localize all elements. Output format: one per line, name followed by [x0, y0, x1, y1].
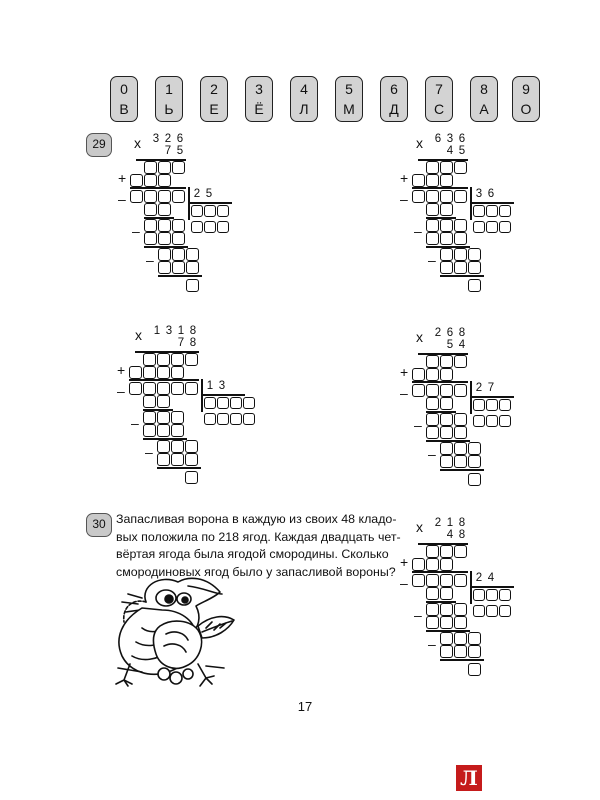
answer-box: [454, 355, 467, 368]
answer-box: [143, 411, 156, 424]
answer-box: [171, 411, 184, 424]
key-cell-9: 9 О: [512, 76, 540, 122]
answer-box: [426, 174, 439, 187]
step-line: [440, 469, 484, 471]
multiplicand-digit: 3: [446, 133, 454, 145]
divisor-digit: 4: [487, 572, 495, 584]
plus-sign: +: [117, 362, 126, 378]
multiplicand-digit: 2: [434, 517, 442, 529]
task-number-badge: 29: [86, 133, 112, 157]
quotient-box: [243, 397, 255, 409]
answer-box: [157, 353, 170, 366]
check-box: [473, 221, 485, 233]
answer-box: [129, 382, 142, 395]
multiplicand-digit: 3: [165, 325, 173, 337]
multiplier-digit: 5: [446, 339, 454, 351]
quotient-box: [486, 205, 498, 217]
answer-box: [454, 384, 467, 397]
quotient-box: [217, 397, 229, 409]
divisor-digit: 2: [193, 188, 201, 200]
answer-box: [186, 248, 199, 261]
answer-box: [440, 384, 453, 397]
sum-line: [130, 187, 186, 189]
minus-sign: –: [428, 252, 436, 268]
key-cell-1: 1 Ь: [155, 76, 183, 122]
answer-box: [172, 219, 185, 232]
quotient-box: [473, 399, 485, 411]
key-cell-6: 6 Д: [380, 76, 408, 122]
division-bracket: [188, 202, 232, 204]
answer-box: [426, 603, 439, 616]
check-box: [499, 415, 511, 427]
check-box: [204, 221, 216, 233]
check-box: [473, 605, 485, 617]
multiplicand-digit: 6: [446, 327, 454, 339]
multiplier-digit: 4: [446, 529, 454, 541]
sum-line: [412, 187, 468, 189]
quotient-box: [473, 205, 485, 217]
answer-box: [426, 219, 439, 232]
multiplier-digit: 8: [458, 529, 466, 541]
page-number: 17: [297, 699, 313, 714]
answer-box: [440, 645, 453, 658]
answer-box: [440, 413, 453, 426]
multiplier-digit: 5: [176, 145, 184, 157]
answer-box: [185, 382, 198, 395]
minus-sign: –: [145, 444, 153, 460]
text-line: смородиновых ягод было у запасливой вороны?: [116, 564, 396, 579]
answer-box: [172, 248, 185, 261]
step-line: [158, 275, 202, 277]
answer-box: [185, 453, 198, 466]
divisor-digit: 2: [475, 572, 483, 584]
remainder-box: [185, 471, 198, 484]
check-box: [217, 413, 229, 425]
minus-sign: –: [146, 252, 154, 268]
answer-box: [440, 558, 453, 571]
check-box: [499, 605, 511, 617]
multiplicand-digit: 6: [434, 133, 442, 145]
check-box: [243, 413, 255, 425]
publisher-logo: Л: [456, 765, 482, 791]
answer-box: [426, 545, 439, 558]
key-cell-0: 0 В: [110, 76, 138, 122]
answer-box: [454, 232, 467, 245]
text-line: Запасливая ворона в каждую из своих 48 кладо-: [116, 512, 397, 526]
minus-sign: –: [132, 223, 140, 239]
answer-box: [440, 397, 453, 410]
answer-box: [130, 174, 143, 187]
answer-box: [454, 442, 467, 455]
remainder-box: [468, 663, 481, 676]
answer-box: [426, 190, 439, 203]
minus-sign: –: [414, 417, 422, 433]
answer-box: [158, 203, 171, 216]
answer-box: [454, 248, 467, 261]
answer-box: [157, 366, 170, 379]
answer-box: [454, 545, 467, 558]
check-box: [486, 415, 498, 427]
answer-box: [426, 413, 439, 426]
answer-box: [454, 616, 467, 629]
multiplicand-digit: 2: [434, 327, 442, 339]
answer-box: [185, 440, 198, 453]
answer-box: [440, 261, 453, 274]
minus-sign: –: [428, 446, 436, 462]
answer-box: [143, 366, 156, 379]
key-cell-7: 7 С: [425, 76, 453, 122]
answer-box: [454, 413, 467, 426]
quotient-box: [217, 205, 229, 217]
plus-sign: +: [400, 170, 409, 186]
answer-box: [440, 203, 453, 216]
division-bracket: [470, 586, 514, 588]
answer-box: [440, 632, 453, 645]
answer-box: [440, 190, 453, 203]
minus-sign: –: [400, 191, 408, 207]
answer-box: [158, 248, 171, 261]
sum-line: [412, 571, 468, 573]
answer-box: [440, 455, 453, 468]
times-sign: x: [416, 329, 423, 345]
crow-icon: [102, 568, 247, 693]
division-bracket: [470, 202, 514, 204]
answer-box: [157, 453, 170, 466]
step-line: [440, 659, 484, 661]
answer-box: [454, 219, 467, 232]
multiplicand-digit: 8: [458, 327, 466, 339]
answer-box: [143, 382, 156, 395]
answer-box: [440, 248, 453, 261]
minus-sign: –: [428, 636, 436, 652]
answer-box: [426, 368, 439, 381]
check-box: [486, 605, 498, 617]
quotient-box: [204, 397, 216, 409]
answer-box: [440, 219, 453, 232]
multiplier-digit: 4: [446, 145, 454, 157]
divisor-digit: 2: [475, 382, 483, 394]
times-sign: x: [416, 519, 423, 535]
answer-box: [426, 384, 439, 397]
answer-box: [144, 174, 157, 187]
minus-sign: –: [400, 385, 408, 401]
answer-box: [158, 219, 171, 232]
answer-box: [412, 558, 425, 571]
answer-box: [440, 442, 453, 455]
multiplicand-digit: 1: [446, 517, 454, 529]
times-sign: x: [416, 135, 423, 151]
multiplicand-digit: 6: [176, 133, 184, 145]
task-number-badge: 30: [86, 513, 112, 537]
check-box: [473, 415, 485, 427]
answer-box: [158, 232, 171, 245]
divisor-digit: 3: [475, 188, 483, 200]
multiplier-digit: 4: [458, 339, 466, 351]
answer-box: [440, 161, 453, 174]
key-cell-8: 8 А: [470, 76, 498, 122]
remainder-box: [186, 279, 199, 292]
multiplicand-digit: 3: [152, 133, 160, 145]
answer-box: [440, 574, 453, 587]
quotient-box: [230, 397, 242, 409]
multiplier-digit: 7: [177, 337, 185, 349]
answer-box: [440, 426, 453, 439]
multiplier-digit: 8: [189, 337, 197, 349]
answer-box: [426, 161, 439, 174]
answer-box: [468, 645, 481, 658]
multiplicand-digit: 1: [177, 325, 185, 337]
multiplicand-digit: 8: [458, 517, 466, 529]
answer-box: [144, 161, 157, 174]
answer-box: [171, 453, 184, 466]
divisor-digit: 6: [487, 188, 495, 200]
minus-sign: –: [117, 383, 125, 399]
quotient-box: [499, 589, 511, 601]
answer-box: [412, 368, 425, 381]
answer-box: [158, 161, 171, 174]
answer-box: [426, 355, 439, 368]
answer-box: [426, 203, 439, 216]
answer-box: [468, 632, 481, 645]
text-line: вёртая ягода была ягодой смородины. Сколько: [116, 547, 389, 561]
answer-box: [440, 603, 453, 616]
answer-box: [412, 190, 425, 203]
check-box: [217, 221, 229, 233]
answer-box: [186, 261, 199, 274]
answer-box: [172, 232, 185, 245]
remainder-box: [468, 279, 481, 292]
answer-box: [172, 190, 185, 203]
multiplier-digit: 5: [458, 145, 466, 157]
answer-box: [454, 426, 467, 439]
answer-box: [426, 558, 439, 571]
answer-box: [426, 232, 439, 245]
answer-box: [426, 426, 439, 439]
answer-box: [412, 574, 425, 587]
minus-sign: –: [131, 415, 139, 431]
answer-box: [454, 455, 467, 468]
check-box: [486, 221, 498, 233]
answer-box: [185, 353, 198, 366]
key-cell-2: 2 Е: [200, 76, 228, 122]
check-box: [191, 221, 203, 233]
remainder-box: [468, 473, 481, 486]
check-box: [230, 413, 242, 425]
key-cell-3: 3 Ё: [245, 76, 273, 122]
answer-box: [130, 190, 143, 203]
answer-box: [144, 219, 157, 232]
plus-sign: +: [400, 364, 409, 380]
multiplicand-digit: 1: [153, 325, 161, 337]
quotient-box: [486, 589, 498, 601]
quotient-box: [499, 205, 511, 217]
quotient-box: [191, 205, 203, 217]
answer-box: [171, 353, 184, 366]
multiplicand-digit: 8: [189, 325, 197, 337]
step-line: [440, 275, 484, 277]
answer-box: [454, 161, 467, 174]
cipher-key: [110, 76, 540, 126]
sum-line: [412, 381, 468, 383]
answer-box: [171, 366, 184, 379]
answer-box: [440, 616, 453, 629]
answer-box: [158, 190, 171, 203]
answer-box: [157, 411, 170, 424]
answer-box: [143, 353, 156, 366]
key-cell-4: 4 Л: [290, 76, 318, 122]
divisor-digit: 1: [206, 380, 214, 392]
answer-box: [426, 587, 439, 600]
divisor-digit: 3: [218, 380, 226, 392]
multiplier-digit: 7: [164, 145, 172, 157]
times-sign: x: [134, 135, 141, 151]
answer-box: [144, 232, 157, 245]
times-sign: x: [135, 327, 142, 343]
division-bracket: [201, 394, 245, 396]
answer-box: [171, 382, 184, 395]
quotient-box: [486, 399, 498, 411]
answer-box: [454, 645, 467, 658]
answer-box: [440, 174, 453, 187]
answer-box: [454, 632, 467, 645]
divisor-digit: 5: [205, 188, 213, 200]
check-box: [204, 413, 216, 425]
answer-box: [454, 190, 467, 203]
quotient-box: [204, 205, 216, 217]
answer-box: [157, 424, 170, 437]
answer-box: [454, 261, 467, 274]
answer-box: [468, 261, 481, 274]
quotient-box: [473, 589, 485, 601]
minus-sign: –: [118, 191, 126, 207]
answer-box: [412, 384, 425, 397]
text-line: вых положила по 218 ягод. Каждая двадцать чет-: [116, 529, 401, 544]
minus-sign: –: [414, 607, 422, 623]
answer-box: [171, 440, 184, 453]
multiplicand-digit: 6: [458, 133, 466, 145]
answer-box: [172, 261, 185, 274]
answer-box: [171, 424, 184, 437]
answer-box: [454, 574, 467, 587]
answer-box: [144, 190, 157, 203]
answer-box: [426, 397, 439, 410]
division-bracket: [470, 396, 514, 398]
divisor-digit: 7: [487, 382, 495, 394]
answer-box: [158, 261, 171, 274]
answer-box: [468, 455, 481, 468]
multiplicand-digit: 2: [164, 133, 172, 145]
sum-line: [129, 379, 199, 381]
answer-box: [157, 395, 170, 408]
minus-sign: –: [414, 223, 422, 239]
answer-box: [440, 232, 453, 245]
answer-box: [157, 382, 170, 395]
answer-box: [144, 203, 157, 216]
answer-box: [412, 174, 425, 187]
plus-sign: +: [400, 554, 409, 570]
plus-sign: +: [118, 170, 127, 186]
answer-box: [468, 248, 481, 261]
answer-box: [426, 616, 439, 629]
minus-sign: –: [400, 575, 408, 591]
answer-box: [426, 574, 439, 587]
check-box: [499, 221, 511, 233]
answer-box: [454, 603, 467, 616]
answer-box: [143, 395, 156, 408]
answer-box: [172, 161, 185, 174]
answer-box: [440, 355, 453, 368]
quotient-box: [499, 399, 511, 411]
answer-box: [143, 424, 156, 437]
answer-box: [158, 174, 171, 187]
answer-box: [440, 368, 453, 381]
answer-box: [440, 545, 453, 558]
answer-box: [129, 366, 142, 379]
step-line: [157, 467, 201, 469]
answer-box: [157, 440, 170, 453]
answer-box: [468, 442, 481, 455]
key-cell-5: 5 М: [335, 76, 363, 122]
answer-box: [440, 587, 453, 600]
